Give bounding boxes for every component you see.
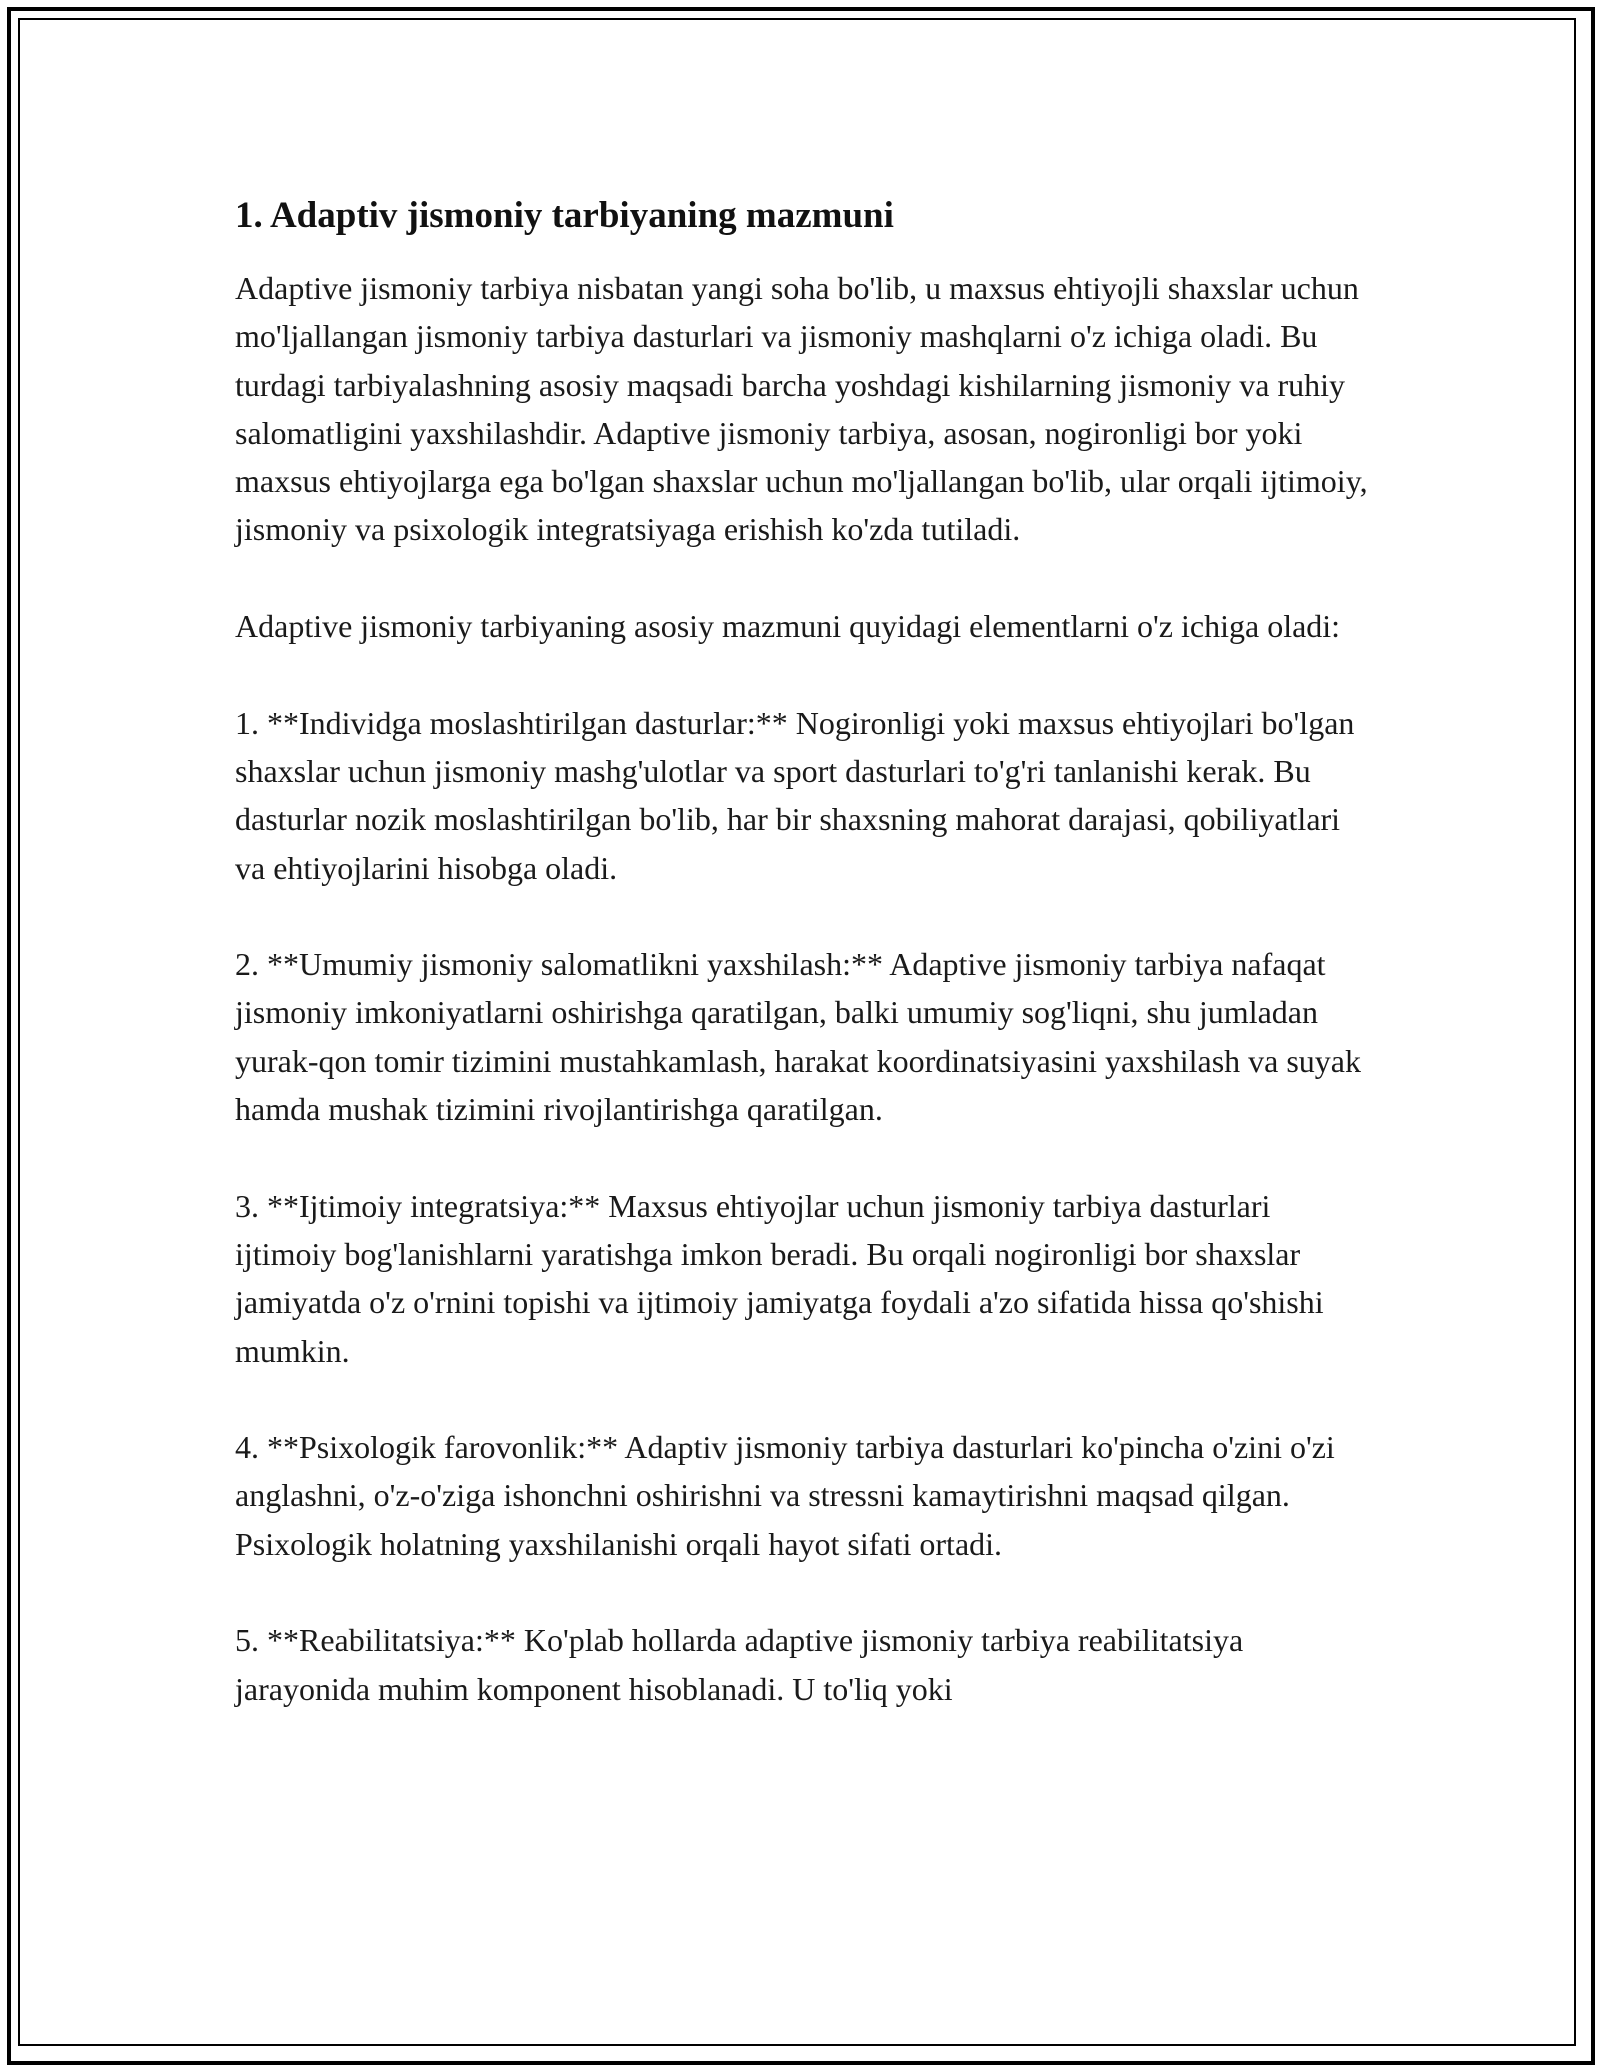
list-item-1-paragraph: 1. **Individga moslashtirilgan dasturlar:** Nogironligi yoki maxsus ehtiyojlari bo'lgan shaxslar uchun jismoniy mashg'ulotlar va sport dasturlari to'g'ri tanlanishi kerak. Bu dasturlar nozik moslashtirilgan bo'lib, har bir shaxsning mahorat darajasi, qobiliyatlari va ehtiyojlarini hisobga oladi. <box>235 704 1355 886</box>
list-item-3-paragraph: 3. **Ijtimoiy integratsiya:** Maxsus ehtiyojlar uchun jismoniy tarbiya dasturlari ijtimoiy bog'lanishlarni yaratishga imkon beradi. Bu orqali nogironligi bor shaxslar jamiyatda o'z o'rnini topishi va ijtimoiy jamiyatga foydali a'zo sifatida hissa qo'shishi mumkin. <box>235 1187 1324 1369</box>
list-item-5-paragraph: 5. **Reabilitatsiya:** Ko'plab hollarda adaptive jismoniy tarbiya reabilitatsiya jarayonida muhim komponent hisoblanadi. U to'liq yoki <box>235 1622 1244 1707</box>
intro-paragraph: Adaptive jismoniy tarbiya nisbatan yangi soha bo'lib, u maxsus ehtiyojli shaxslar uchun mo'ljallangan jismoniy tarbiya dasturlari va jismoniy mashqlarni o'z ichiga oladi. Bu turdagi tarbiyalashning asosiy maqsadi barcha yoshdagi kishilarning jismoniy va ruhiy salomatligini yaxshilashdir. Adaptive jismoniy tarbiya, asosan, nogironligi bor yoki maxsus ehtiyojlarga ega bo'lgan shaxslar uchun mo'ljallangan bo'lib, ular orqali ijtimoiy, jismoniy va psixologik integratsiyaga erishish ko'zda tutiladi. <box>235 270 1368 548</box>
elements-lead-paragraph: Adaptive jismoniy tarbiyaning asosiy mazmuni quyidagi elementlarni o'z ichiga oladi: <box>235 608 1341 645</box>
list-item-4-paragraph: 4. **Psixologik farovonlik:** Adaptiv jismoniy tarbiya dasturlari ko'pincha o'zini o'zi anglashni, o'z-o'ziga ishonchni oshirishni va stressni kamaytirishni maqsad qilgan. Psixologik holatning yaxshilanishi orqali hayot sifati ortadi. <box>235 1429 1335 1562</box>
document-title: 1. Adaptiv jismoniy tarbiyaning mazmuni <box>235 195 894 236</box>
document-body <box>235 188 1375 1761</box>
list-item-2-paragraph: 2. **Umumiy jismoniy salomatlikni yaxshilash:** Adaptive jismoniy tarbiya nafaqat jismoniy imkoniyatlarni oshirishga qaratilgan, balki umumiy sog'liqni, shu jumladan yurak-qon tomir tizimini mustahkamlash, harakat koordinatsiyasini yaxshilash va suyak hamda mushak tizimini rivojlantirishga qaratilgan. <box>235 946 1361 1128</box>
